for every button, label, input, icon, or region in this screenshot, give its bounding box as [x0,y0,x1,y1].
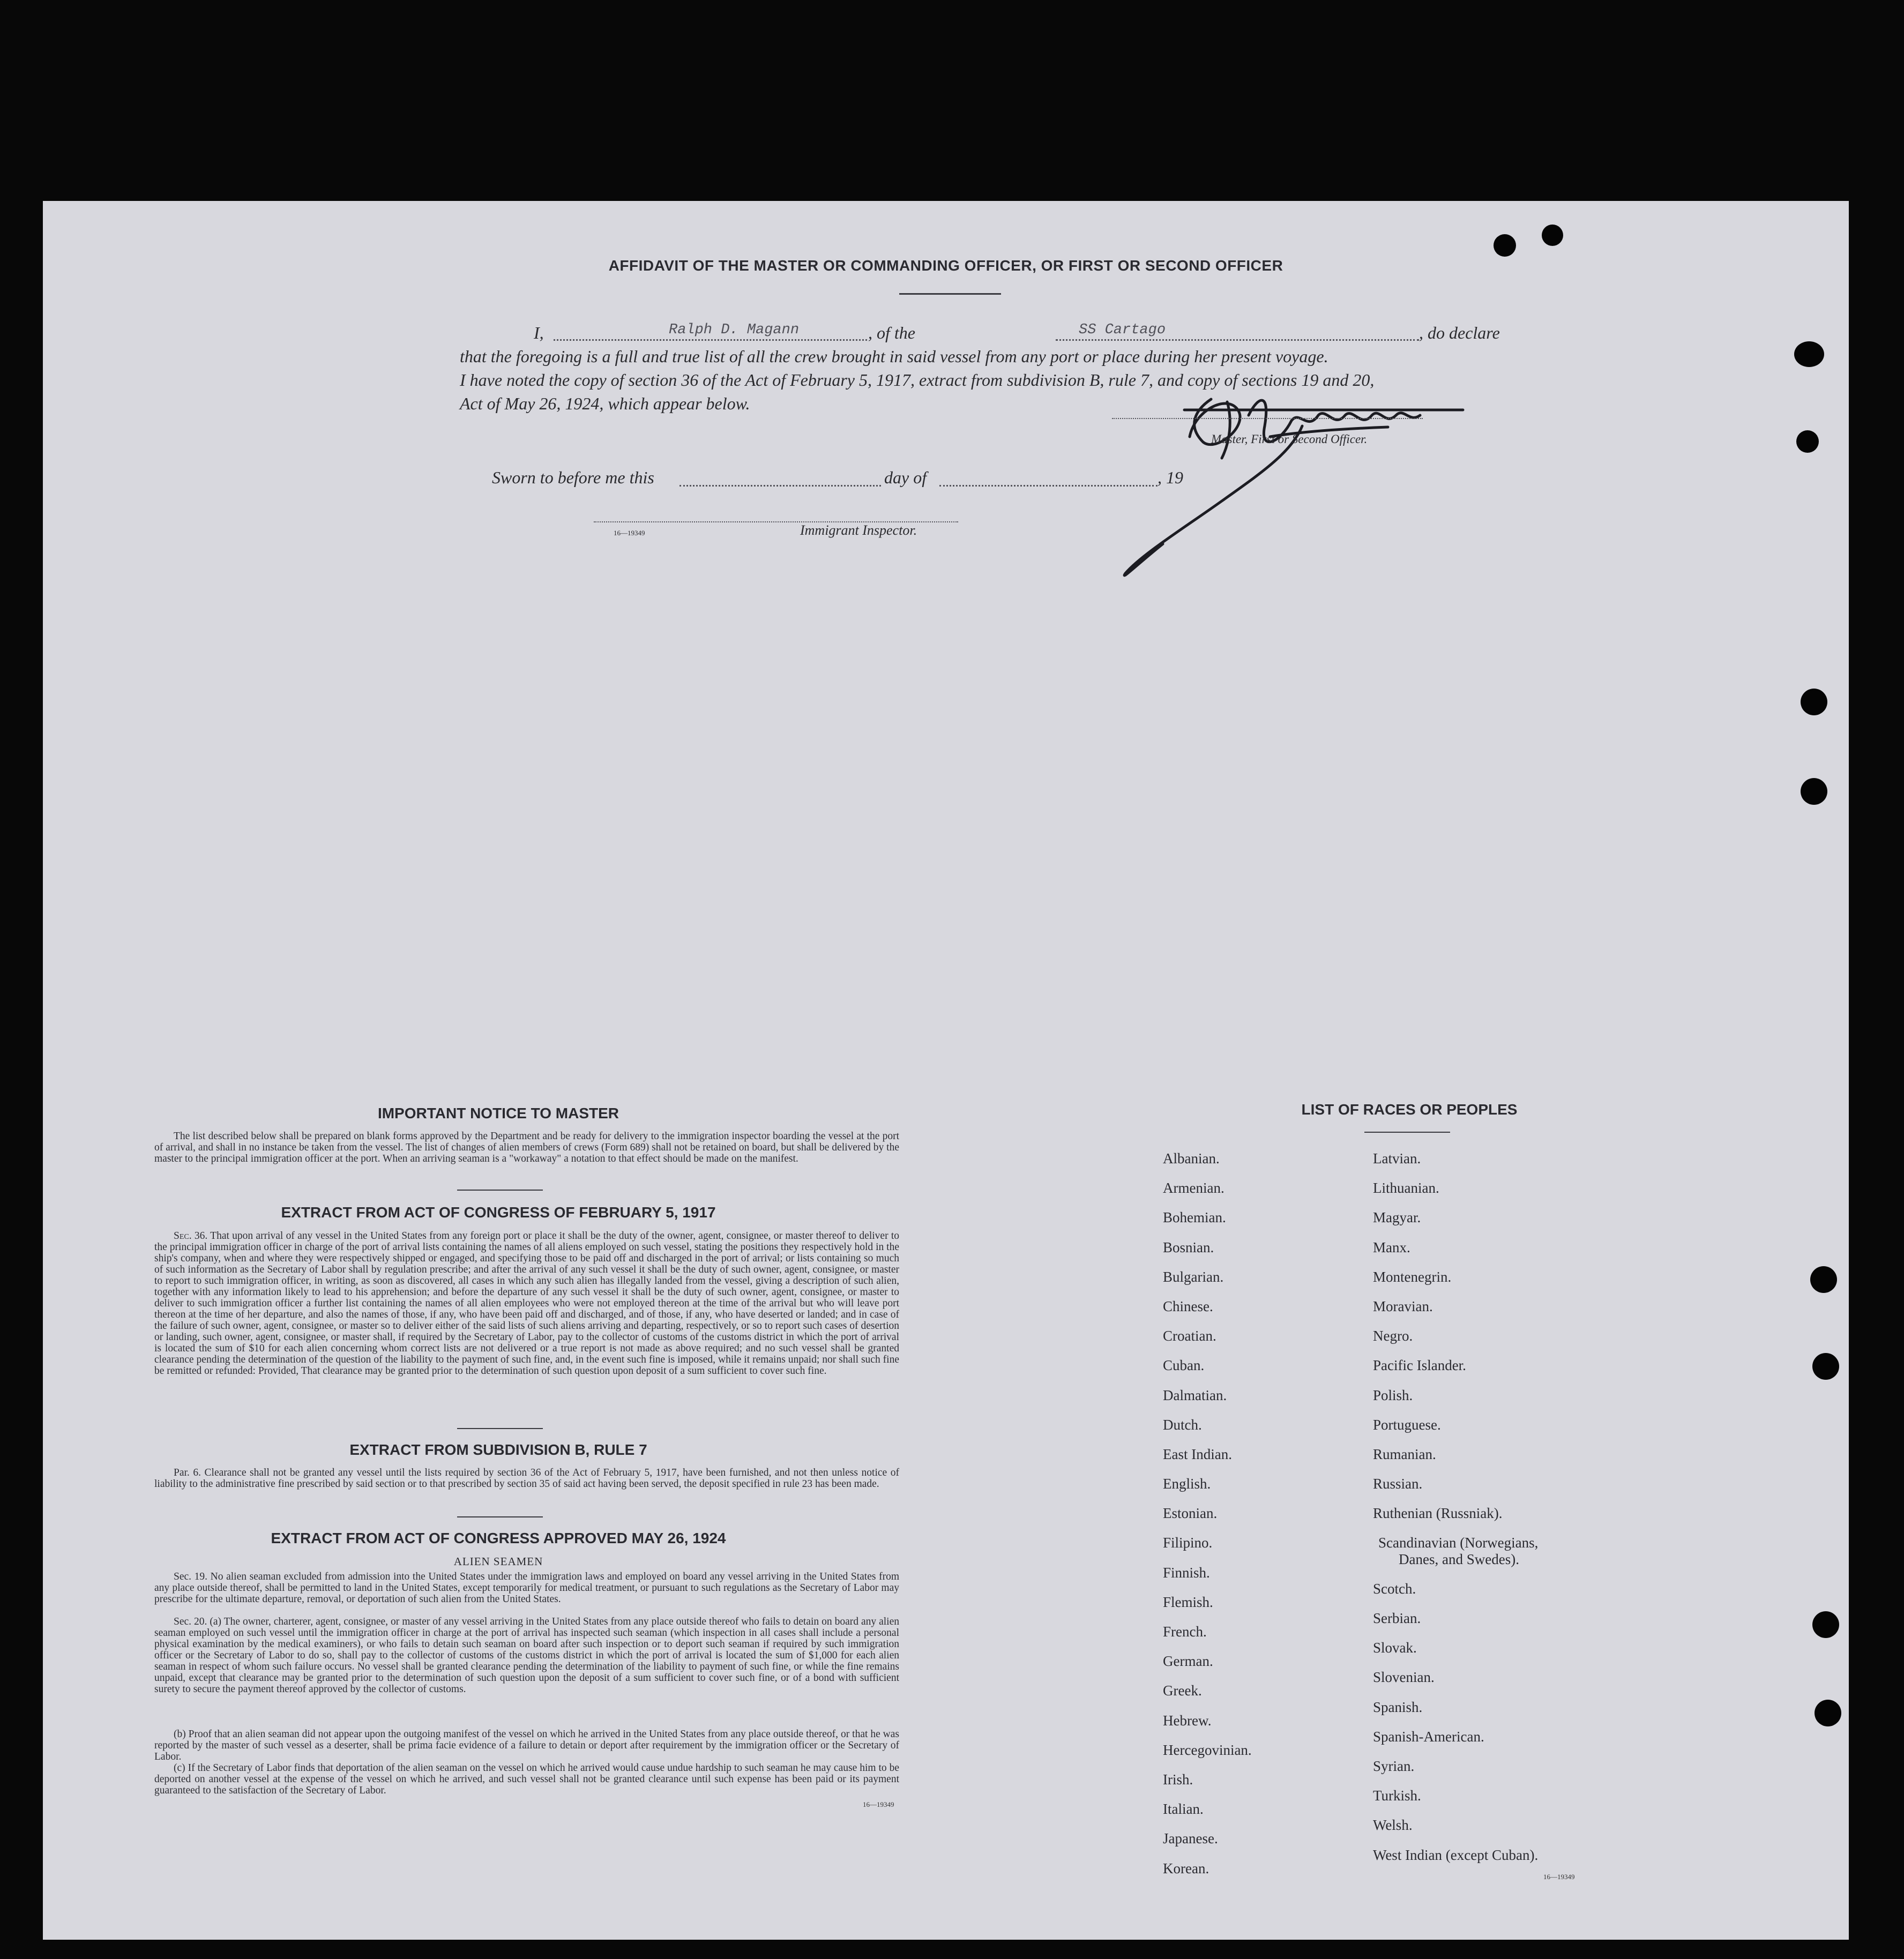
race-item: Danes, and Swedes). [1399,1551,1519,1567]
race-item: Spanish-American. [1373,1728,1484,1745]
race-item: Slovak. [1373,1640,1417,1656]
form-number: 16—19349 [614,529,645,537]
punch-hole [1796,430,1819,453]
day-of-label: day of [884,468,927,487]
race-item: Flemish. [1163,1594,1213,1610]
race-item: Portuguese. [1373,1416,1441,1433]
race-item: Greek. [1163,1683,1202,1699]
race-item: Hebrew. [1163,1712,1212,1729]
sworn-date-field [680,469,881,487]
race-item: Manx. [1373,1239,1410,1255]
race-item: English. [1163,1476,1211,1492]
race-item: Scandinavian (Norwegians, [1378,1535,1539,1551]
race-item: Slovenian. [1373,1669,1435,1686]
rule7-text: Par. 6. Clearance shall not be granted any vessel until the lists required by section 36 of the Act of February 5, 1917, have been furnished, and not then unless notice of liability to the administrative fine prescribed by said section or to that prescribed by section 35 of said act having been served, the deposit specified in rule 23 has been made. [154,1467,899,1490]
race-item: Ruthenian (Russniak). [1373,1505,1503,1522]
divider [457,1516,543,1517]
race-item: Syrian. [1373,1758,1415,1774]
punch-hole [1815,1700,1841,1726]
races-title: LIST OF RACES OR PEOPLES [1301,1101,1518,1118]
race-item: Croatian. [1163,1328,1216,1344]
notice-text: The list described below shall be prepared on blank forms approved by the Department and be ready for delivery to the immigration inspector boarding the vessel at the port of arrival, and shall in no instance be taken from the vessel. The list of changes of alien members of crews (Form 689) shall not be retained on board, but shall be delivered by the master to the principal immigration officer at the port. When an arriving seaman is a "workaway" a notation to that effect should be made on the manifest. [154,1131,899,1164]
affidavit-i-label: I, [534,323,544,342]
form-sheet [43,201,1849,1940]
divider [457,1190,543,1191]
divider [899,293,1001,295]
affidavit-line-2: that the foregoing is a full and true list of all the crew brought in said vessel from any port or place during her present voyage. [460,347,1328,366]
sworn-label: Sworn to before me this [492,468,654,487]
sworn-month-field [939,469,1158,487]
master-name-value: Ralph D. Magann [669,322,800,338]
race-item: Italian. [1163,1801,1204,1818]
extract-1917-title: EXTRACT FROM ACT OF CONGRESS OF FEBRUARY 5, 1917 [281,1204,716,1221]
race-item: Turkish. [1373,1788,1421,1804]
race-item: Spanish. [1373,1699,1423,1715]
race-item: German. [1163,1653,1213,1670]
affidavit-line-4: Act of May 26, 1924, which appear below. [460,394,750,413]
sec20a-text: Sec. 20. (a) The owner, charterer, agent, consignee, or master of any vessel arriving in the United States from any place outside thereof who fails to detain on board any alien seaman employed on such vessel until the immigration officer in charge at the port of arrival has inspected such seaman (which inspection in all cases shall include a personal physical examination by the medical examiners), or who fails to detain such seaman on board after such inspection or to deport such seaman if required by such immigration officer or the Secretary of Labor to do so, shall pay to the collector of customs of the customs district in which the port of arrival is located the sum of $1,000 for each alien seaman in respect of whom such failure occurs. No vessel shall be granted clearance pending the determination of the liability to payment of such fine, or while the fine remains unpaid, except that clearance may be granted prior to the determination of such question upon the deposit of a sum sufficient to cover such fine, or of a bond with sufficient surety to secure the payment thereof approved by the collector of customs. [154,1616,899,1695]
affidavit-line-3: I have noted the copy of section 36 of the Act of February 5, 1917, extract from subdivision B, rule 7, and copy of sections 19 and 20, [460,370,1375,390]
sec20b-text: (b) Proof that an alien seaman did not appear upon the outgoing manifest of the vessel on which he arrived in the United States from any place outside thereof, or that he was reported by the master of such vessel as a deserter, shall be prima facie evidence of a failure to detain or deport after requirement by the immigration officer or the Secretary of Labor. [154,1729,899,1762]
punch-hole [1494,234,1516,257]
divider [1364,1132,1450,1133]
race-item: Bosnian. [1163,1239,1214,1255]
race-item: Pacific Islander. [1373,1357,1466,1374]
form-number: 16—19349 [863,1800,894,1808]
do-declare-label: , do declare [1419,323,1500,342]
race-item: Bohemian. [1163,1209,1226,1226]
race-item: Finnish. [1163,1564,1210,1581]
sec20c-text: (c) If the Secretary of Labor finds that deportation of the alien seaman on the vessel on which he arrived would cause undue hardship to such seaman he may cause him to be deported on another vessel at the expense of the vessel on which he arrived, and such vessel shall not be granted clearance until such expense has been paid or its payment guaranteed to the satisfaction of the Secretary of Labor. [154,1762,899,1796]
punch-hole [1812,1353,1839,1380]
race-item: Serbian. [1373,1610,1421,1626]
sworn-line [492,468,1242,491]
race-item: French. [1163,1624,1207,1640]
alien-seamen-subtitle: ALIEN SEAMEN [453,1555,543,1568]
race-item: Polish. [1373,1387,1413,1403]
extract-1917-text [154,1230,899,1377]
race-item: Moravian. [1373,1298,1433,1314]
extract-1917-sec: Sec. 36. [174,1230,208,1242]
race-item: Rumanian. [1373,1446,1436,1462]
punch-hole [1542,225,1563,246]
race-item: Dalmatian. [1163,1387,1227,1403]
race-item: Russian. [1373,1476,1423,1492]
rule7-title: EXTRACT FROM SUBDIVISION B, RULE 7 [349,1441,647,1458]
race-item: Dutch. [1163,1416,1202,1433]
race-item: Bulgarian. [1163,1268,1224,1285]
vessel-name-value: SS Cartago [1079,322,1166,338]
officer-signature-line [1112,418,1423,419]
race-item: Lithuanian. [1373,1180,1439,1197]
race-item: Estonian. [1163,1505,1218,1522]
punch-hole [1812,1611,1839,1638]
officer-caption: Master, First or Second Officer. [1211,432,1368,446]
race-item: Scotch. [1373,1580,1416,1597]
race-item: Armenian. [1163,1180,1224,1197]
race-item: East Indian. [1163,1446,1232,1462]
sec19-text: Sec. 19. No alien seaman excluded from admission into the United States under the immigration laws and employed on board any vessel arriving in the United States from any place outside thereof, shall be permitted to land in the United States, except temporarily for medical treatment, or pursuant to such regulations as the Secretary of Labor may prescribe for the ultimate departure, removal, or deportation of such alien from the United States. [154,1571,899,1605]
race-item: Welsh. [1373,1817,1413,1834]
races-left-column [1163,1144,1252,1883]
punch-hole [1810,1266,1837,1293]
race-item: Hercegovinian. [1163,1741,1252,1758]
race-item: Latvian. [1373,1150,1421,1167]
race-item: Negro. [1373,1328,1413,1344]
extract-1924-title: EXTRACT FROM ACT OF CONGRESS APPROVED MAY 26, 1924 [271,1530,726,1546]
punch-hole [1801,778,1827,805]
race-item: Irish. [1163,1771,1193,1788]
divider [457,1428,543,1429]
punch-hole [1794,341,1824,367]
punch-hole [1801,689,1827,715]
race-item: Japanese. [1163,1830,1218,1847]
race-item: Cuban. [1163,1357,1205,1374]
inspector-caption: Immigrant Inspector. [800,522,917,538]
race-item: Filipino. [1163,1535,1213,1551]
race-item: Magyar. [1373,1209,1421,1226]
extract-1917-body: That upon arrival of any vessel in the United States from any foreign port or place it shall be the duty of the owner, agent, consignee, or master thereof to deliver to the principal immigration officer in charge of the port of arrival lists containing the names of all aliens employed on such vessel, stating the positions they respectively hold in the ship's company, when and where they were respectively shipped or engaged, and specifying those to be paid off and discharged in the port of arrival; or lists containing so much of such information as the Secretary of Labor shall by regulation prescribe; and after the arrival of any such vessel it shall be the duty of such owner, agent, consignee, or master to report to such immigration officer, in writing, as soon as discovered, all cases in which any such alien has illegally landed from the vessel, giving a description of such alien, together with any information likely to lead to his apprehension; and before the departure of any such vessel it shall be the duty of such owner, agent, consignee, or master to deliver to such immigration officer a further list containing the names of all alien employees who were not employed thereon at the time of the arrival but who will leave port thereon at the time of her departure, and also the names of those, if any, who have been paid off and discharged, and of those, if any, who have deserted or landed; and in case of the failure of such owner, agent, consignee, or master so to deliver either of the said lists of such aliens arriving and departing, respectively, or so to report such cases of desertion or landing, such owner, agent, consignee, or master shall, if required by the Secretary of Labor, pay to the collector of customs of the customs district in which the port of arrival is located the sum of $10 for each alien concerning whom correct lists are not delivered or a true report is not made as above required; and no such vessel shall be granted clearance pending the determination of the question of the liability to the payment of such fine, and, in the event such fine is imposed, while it remains unpaid; nor shall such fine be remitted or refunded: Provided, That clearance may be granted prior to the determination of such question upon deposit of a sum sufficient to cover such fine. [154,1230,899,1377]
race-item: Chinese. [1163,1298,1213,1314]
race-item: Korean. [1163,1860,1209,1876]
notice-title: IMPORTANT NOTICE TO MASTER [377,1105,619,1121]
of-the-label: , of the [868,323,915,342]
race-item: West Indian (except Cuban). [1373,1846,1539,1863]
year-prefix: , 19 [1158,468,1183,487]
affidavit-title: AFFIDAVIT OF THE MASTER OR COMMANDING OFFICER, OR FIRST OR SECOND OFFICER [608,257,1283,274]
race-item: Albanian. [1163,1150,1220,1167]
race-item: Montenegrin. [1373,1268,1452,1285]
form-number: 16—19349 [1543,1873,1575,1881]
races-right-column [1373,1144,1538,1870]
